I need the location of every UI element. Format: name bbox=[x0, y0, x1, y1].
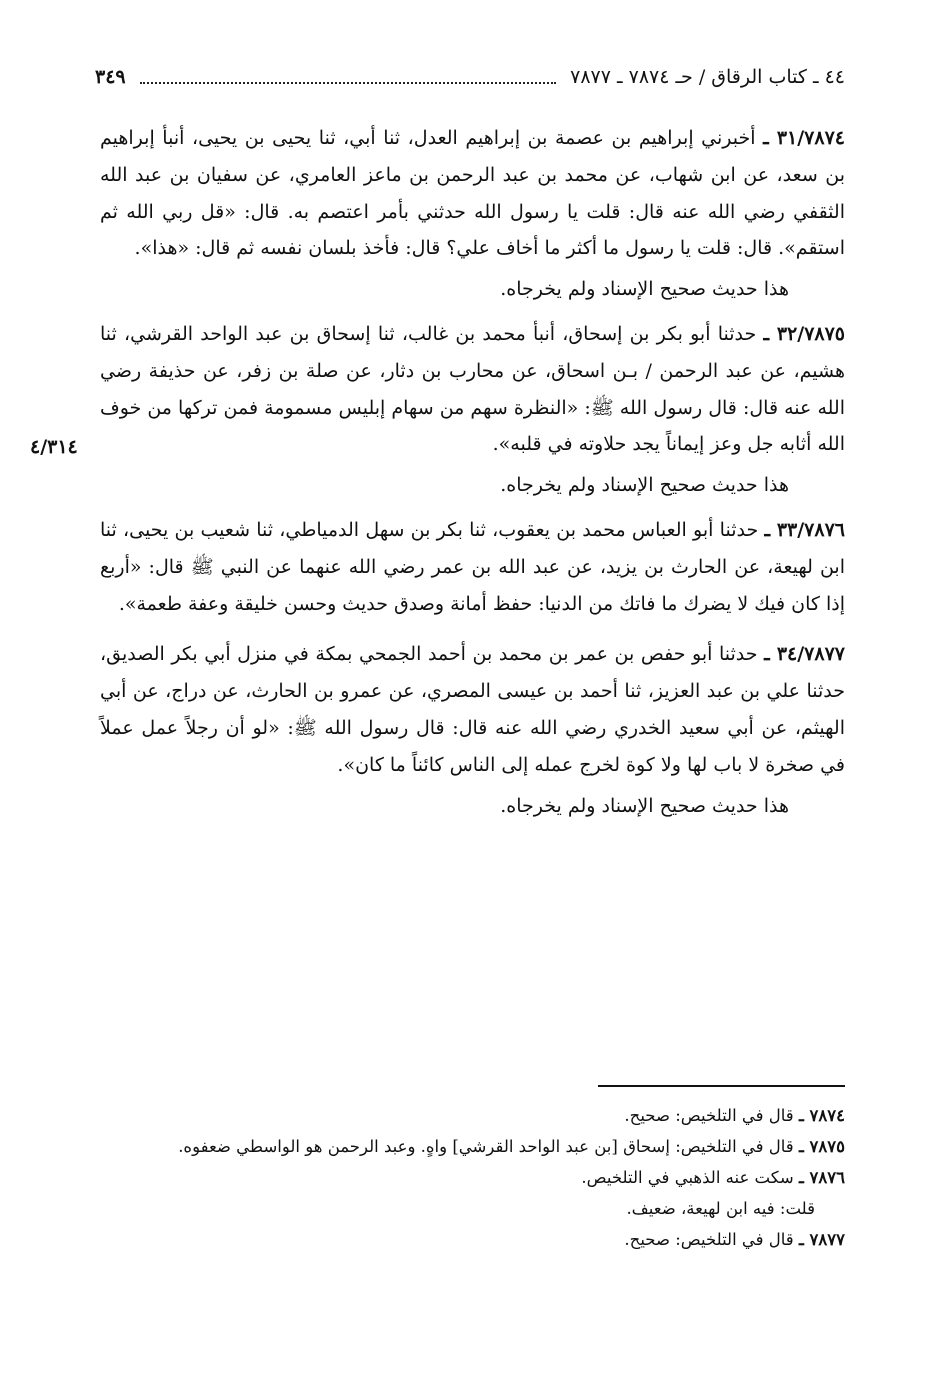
hadith-paragraph bbox=[100, 636, 845, 783]
header-dot-leader bbox=[140, 70, 557, 84]
footnote-number: ٧٨٧٥ ـ bbox=[798, 1137, 845, 1156]
footnote-comment bbox=[100, 1193, 845, 1224]
hadith-number: ٣٢/٧٨٧٥ ـ bbox=[763, 322, 846, 345]
footnote-number: ٧٨٧٦ ـ bbox=[798, 1168, 845, 1187]
footnote-text: قلت: فيه ابن لهيعة، ضعيف. bbox=[626, 1199, 815, 1218]
main-text bbox=[100, 120, 845, 832]
footnote bbox=[100, 1224, 845, 1255]
hadith-number: ٣١/٧٨٧٤ ـ bbox=[763, 127, 845, 149]
footnote-number: ٧٨٧٤ ـ bbox=[798, 1106, 845, 1125]
hadith-paragraph bbox=[100, 316, 845, 463]
footnotes bbox=[100, 1100, 845, 1255]
footnote-text: قال في التلخيص: صحيح. bbox=[624, 1230, 794, 1249]
hadith-text: حدثنا أبو حفص بن عمر بن محمد بن أحمد الجمحي بمكة في منزل أبي بكر الصديق، حدثنا علي بن عبد العزيز، ثنا أحمد بن عيسى المصري، عن عمرو بن الحارث، عن دراج، عن أبي الهيثم، عن أبي سعيد الخدري رضي الله عنه قال: قال رسول الله ﷺ: «لو أن رجلاً عمل عملاً في صخرة لا باب لها ولا كوة لخرج عمله إلى الناس كائناً ما كان». bbox=[100, 643, 845, 776]
footnote-text: قال في التلخيص: إسحاق [بن عبد الواحد القرشي] واهٍ. وعبد الرحمن هو الواسطي ضعفوه. bbox=[178, 1137, 794, 1156]
footnote bbox=[100, 1100, 845, 1131]
footnote-text: قال في التلخيص: صحيح. bbox=[624, 1106, 794, 1125]
hadith-number: ٣٣/٧٨٧٦ ـ bbox=[764, 518, 845, 541]
page-number: ٣٤٩ bbox=[95, 66, 126, 88]
hadith-number: ٣٤/٧٨٧٧ ـ bbox=[764, 643, 845, 666]
hadith-verdict: هذا حديث صحيح الإسناد ولم يخرجاه. bbox=[500, 474, 789, 497]
hadith-paragraph bbox=[100, 512, 845, 622]
hadith-verdict: هذا حديث صحيح الإسناد ولم يخرجاه. bbox=[500, 794, 789, 817]
margin-reference: ٤/٣١٤ bbox=[30, 436, 78, 458]
footnote-divider bbox=[598, 1085, 845, 1087]
hadith-text: أخبرني إبراهيم بن عصمة بن إبراهيم العدل، ثنا أبي، ثنا يحيى بن يحيى، أنبأ إبراهيم بن سعد، عن ابن شهاب، عن محمد بن عبد الرحمن بن ماعز العامري، عن سفيان بن عبد الله الثقفي رضي الله عنه قال: قلت يا رسول الله حدثني بأمر اعتصم به. قال: «قل ربي الله ثم استقم». قال: قلت يا رسول ما أكثر ما أخاف علي؟ قال: فأخذ بلسان نفسه ثم قال: «هذا». bbox=[100, 127, 845, 260]
footnote-number: ٧٨٧٧ ـ bbox=[798, 1230, 845, 1249]
running-header bbox=[95, 62, 845, 92]
hadith-paragraph bbox=[100, 120, 845, 267]
hadith-text: حدثنا أبو العباس محمد بن يعقوب، ثنا بكر بن سهل الدمياطي، ثنا شعيب بن يحيى، ثنا ابن لهيعة، عن الحارث بن يزيد، عن عبد الله بن عمر رضي الله عنهما عن النبي ﷺ قال: «أربع إذا كان فيك لا يضرك ما فاتك من الدنيا: حفظ أمانة وصدق حديث وحسن خليقة وعفة طعمة». bbox=[100, 518, 845, 615]
hadith-text: حدثنا أبو بكر بن إسحاق، أنبأ محمد بن غالب، ثنا إسحاق بن عبد الواحد القرشي، ثنا هشيم، عن عبد الرحمن / بـن اسحاق، عن محارب بن دثار، عن صلة بن زفر، عن حذيفة رضي الله عنه قال: قال رسول الله ﷺ: «النظرة سهم من سهام إبليس مسمومة فمن تركها من خوف الله أثابه جل وعز إيماناً يجد حلاوته في قلبه». bbox=[100, 322, 845, 456]
footnote-text: سكت عنه الذهبي في التلخيص. bbox=[581, 1168, 794, 1187]
footnote bbox=[100, 1162, 845, 1193]
header-title: ٤٤ ـ كتاب الرقاق / حـ ٧٨٧٤ ـ ٧٨٧٧ bbox=[570, 66, 845, 88]
footnote bbox=[100, 1131, 845, 1162]
hadith-verdict: هذا حديث صحيح الإسناد ولم يخرجاه. bbox=[500, 278, 789, 301]
